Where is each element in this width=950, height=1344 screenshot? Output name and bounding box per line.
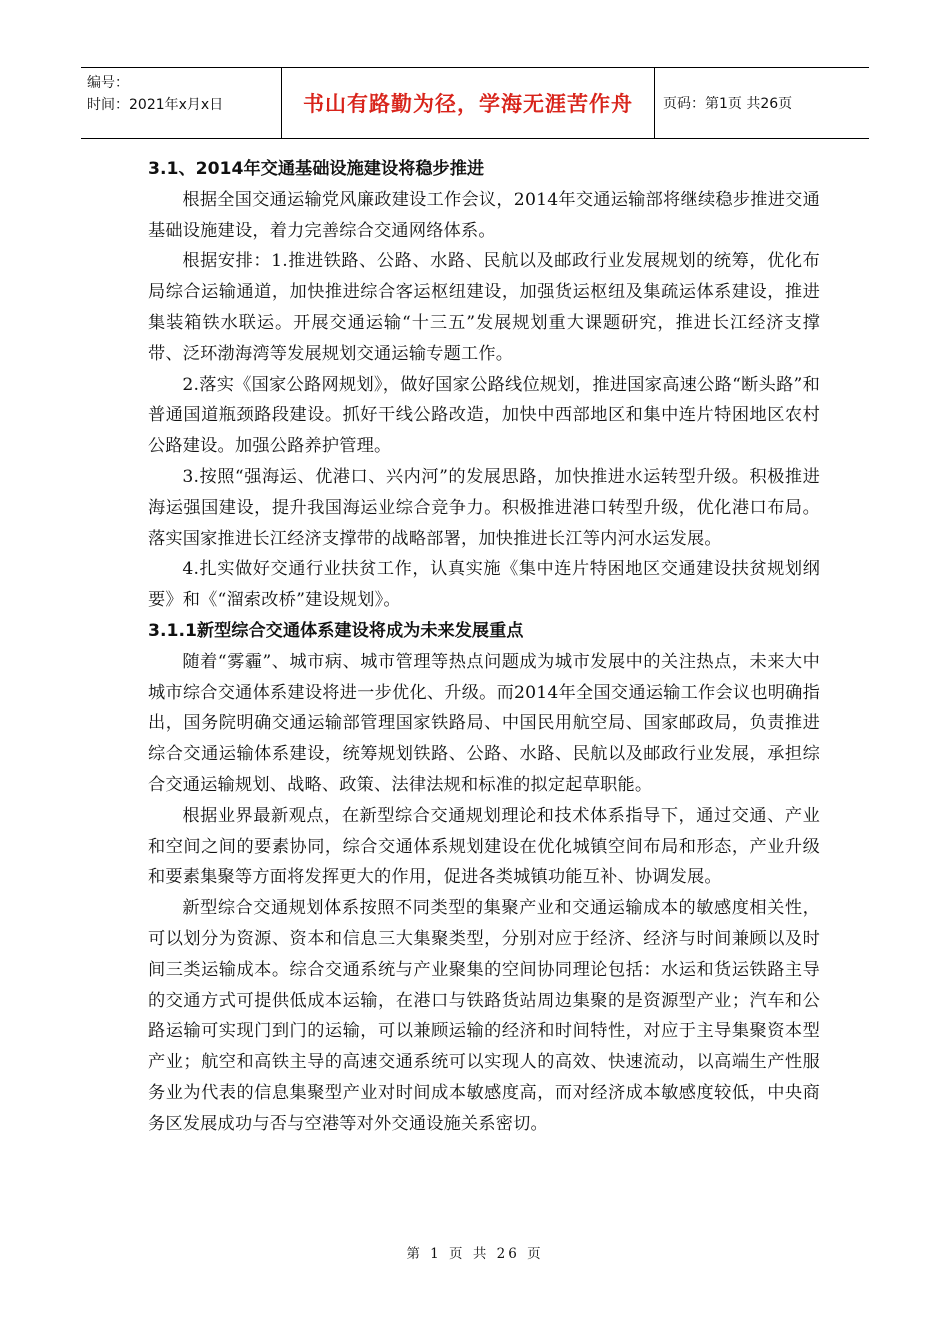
subsection-heading: 3.1.1新型综合交通体系建设将成为未来发展重点 [148, 620, 524, 641]
paragraph: 根据全国交通运输党风廉政建设工作会议，2014年交通运输部将继续稳步推进交通基础设施建设，着力完善综合交通网络体系。 [148, 189, 820, 241]
document-body [148, 154, 820, 1140]
paragraph: 4.扎实做好交通行业扶贫工作，认真实施《集中连片特困地区交通建设扶贫规划纲要》和《“溜索改桥”建设规划》。 [148, 559, 820, 611]
time-label: 时间：2021年x月x日 [87, 97, 224, 113]
paragraph: 2.落实《国家公路网规划》，做好国家公路线位规划，推进国家高速公路“断头路”和普通国道瓶颈路段建设。抓好干线公路改造，加快中西部地区和集中连片特困地区农村公路建设。加强公路养护管理。 [148, 374, 820, 457]
paragraph: 随着“雾霾”、城市病、城市管理等热点问题成为城市发展中的关注热点，未来大中城市综合交通体系建设将进一步优化、升级。而2014年全国交通运输工作会议也明确指出，国务院明确交通运输部管理国家铁路局、中国民用航空局、国家邮政局，负责推进综合交通运输体系建设，统筹规划铁路、公路、水路、民航以及邮政行业发展，承担综合交通运输规划、战略、政策、法律法规和标准的拟定起草职能。 [148, 651, 820, 795]
header-page-info-cell [655, 68, 869, 138]
header-page-info: 页码：第1页 共26页 [663, 96, 793, 112]
header-motto: 书山有路勤为径，学海无涯苦作舟 [303, 92, 633, 116]
paragraph: 3.按照“强海运、优港口、兴内河”的发展思路，加快推进水运转型升级。积极推进海运强国建设，提升我国海运业综合竞争力。积极推进港口转型升级，优化港口布局。落实国家推进长江经济支撑带的战略部署，加快推进长江等内河水运发展。 [148, 466, 820, 549]
page-header [81, 67, 869, 139]
paragraph: 根据安排：1.推进铁路、公路、水路、民航以及邮政行业发展规划的统筹，优化布局综合运输通道，加快推进综合客运枢纽建设，加强货运枢纽及集疏运体系建设，推进集装箱铁水联运。开展交通运输“十三五”发展规划重大课题研究，推进长江经济支撑带、泛环渤海湾等发展规划交通运输专题工作。 [148, 251, 820, 364]
header-motto-cell [281, 68, 655, 138]
number-label: 编号： [87, 75, 129, 91]
page-footer: 第 1 页 共 26 页 [406, 1246, 544, 1262]
paragraph: 根据业界最新观点，在新型综合交通规划理论和技术体系指导下，通过交通、产业和空间之间的要素协同，综合交通体系规划建设在优化城镇空间布局和形态，产业升级和要素集聚等方面将发挥更大的作用，促进各类城镇功能互补、协调发展。 [148, 805, 820, 888]
paragraph: 新型综合交通规划体系按照不同类型的集聚产业和交通运输成本的敏感度相关性，可以划分为资源、资本和信息三大集聚类型，分别对应于经济、经济与时间兼顾以及时间三类运输成本。综合交通系统与产业聚集的空间协同理论包括：水运和货运铁路主导的交通方式可提供低成本运输，在港口与铁路货站周边集聚的是资源型产业；汽车和公路运输可实现门到门的运输，可以兼顾运输的经济和时间特性，对应于主导集聚资本型产业；航空和高铁主导的高速交通系统可以实现人的高效、快速流动，以高端生产性服务业为代表的信息集聚型产业对时间成本敏感度高，而对经济成本敏感度较低，中央商务区发展成功与否与空港等对外交通设施关系密切。 [148, 898, 820, 1134]
section-heading: 3.1、2014年交通基础设施建设将稳步推进 [148, 159, 485, 179]
header-meta [81, 68, 281, 138]
